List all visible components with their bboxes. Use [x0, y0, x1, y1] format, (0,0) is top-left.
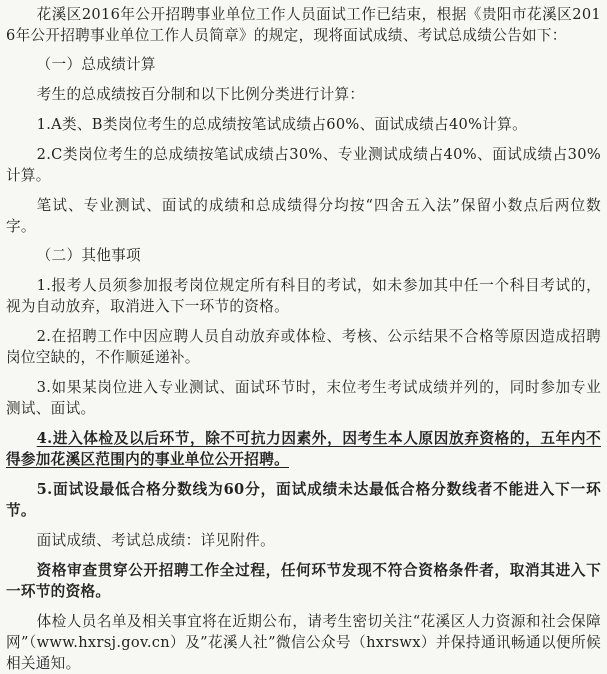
- other-item-1: 1.报考人员须参加报考岗位规定所有科目的考试，如未参加其中任一个科目考试的，视为自动放弃，取消进入下一环节的资格。: [6, 277, 601, 315]
- score-calculation-lead: 考生的总成绩按百分制和以下比例分类进行计算：: [36, 86, 365, 103]
- section-heading-score-calculation: （一）总成绩计算: [36, 56, 156, 73]
- qualification-review-note: 资格审查贯穿公开招聘工作全过程，任何环节发现不符合资格条件者，取消其进入下一环节的资格。: [6, 562, 601, 600]
- score-rule-ab: 1.A类、B类岗位考生的总成绩按笔试成绩占60%、面试成绩占40%计算。: [36, 116, 527, 133]
- section-heading-other-matters: （二）其他事项: [36, 247, 141, 264]
- other-item-3: 3.如果某岗位进入专业测试、面试环节时，末位考生考试成绩并列的，同时参加专业测试、面试。: [6, 379, 601, 417]
- score-rule-c: 2.C类岗位考生的总成绩按笔试成绩占30%、专业测试成绩占40%、面试成绩占30%计算。: [6, 146, 601, 184]
- other-item-4-text: 4.进入体检及以后环节，除不可抗力因素外，因考生本人原因放弃资格的，五年内不得参加花溪区范围内的事业单位公开招聘。: [6, 430, 601, 468]
- other-item-4: [6, 428, 601, 470]
- attachment-note: 面试成绩、考试总成绩：详见附件。: [36, 532, 275, 549]
- rounding-rule: 笔试、专业测试、面试的成绩和总成绩得分均按“四舍五入法”保留小数点后两位数字。: [6, 197, 601, 235]
- follow-up-notice: 体检人员名单及相关事宜将在近期公布，请考生密切关注“花溪区人力资源和社会保障网”（www.hxrsj.gov.cn）及”花溪人社”微信公众号（hxrswx）并保持通讯畅通以便所候相关通知。: [6, 613, 601, 672]
- other-item-5: 5.面试设最低合格分数线为60分，面试成绩未达最低合格分数线者不能进入下一环节。: [6, 481, 601, 519]
- other-item-2: 2.在招聘工作中因应聘人员自动放弃或体检、考核、公示结果不合格等原因造成招聘岗位空缺的，不作顺延递补。: [6, 328, 601, 366]
- intro-paragraph: 花溪区2016年公开招聘事业单位工作人员面试工作已结束，根据《贵阳市花溪区2016年公开招聘事业单位工作人员简章》的规定，现将面试成绩、考试总成绩公告如下：: [6, 6, 601, 44]
